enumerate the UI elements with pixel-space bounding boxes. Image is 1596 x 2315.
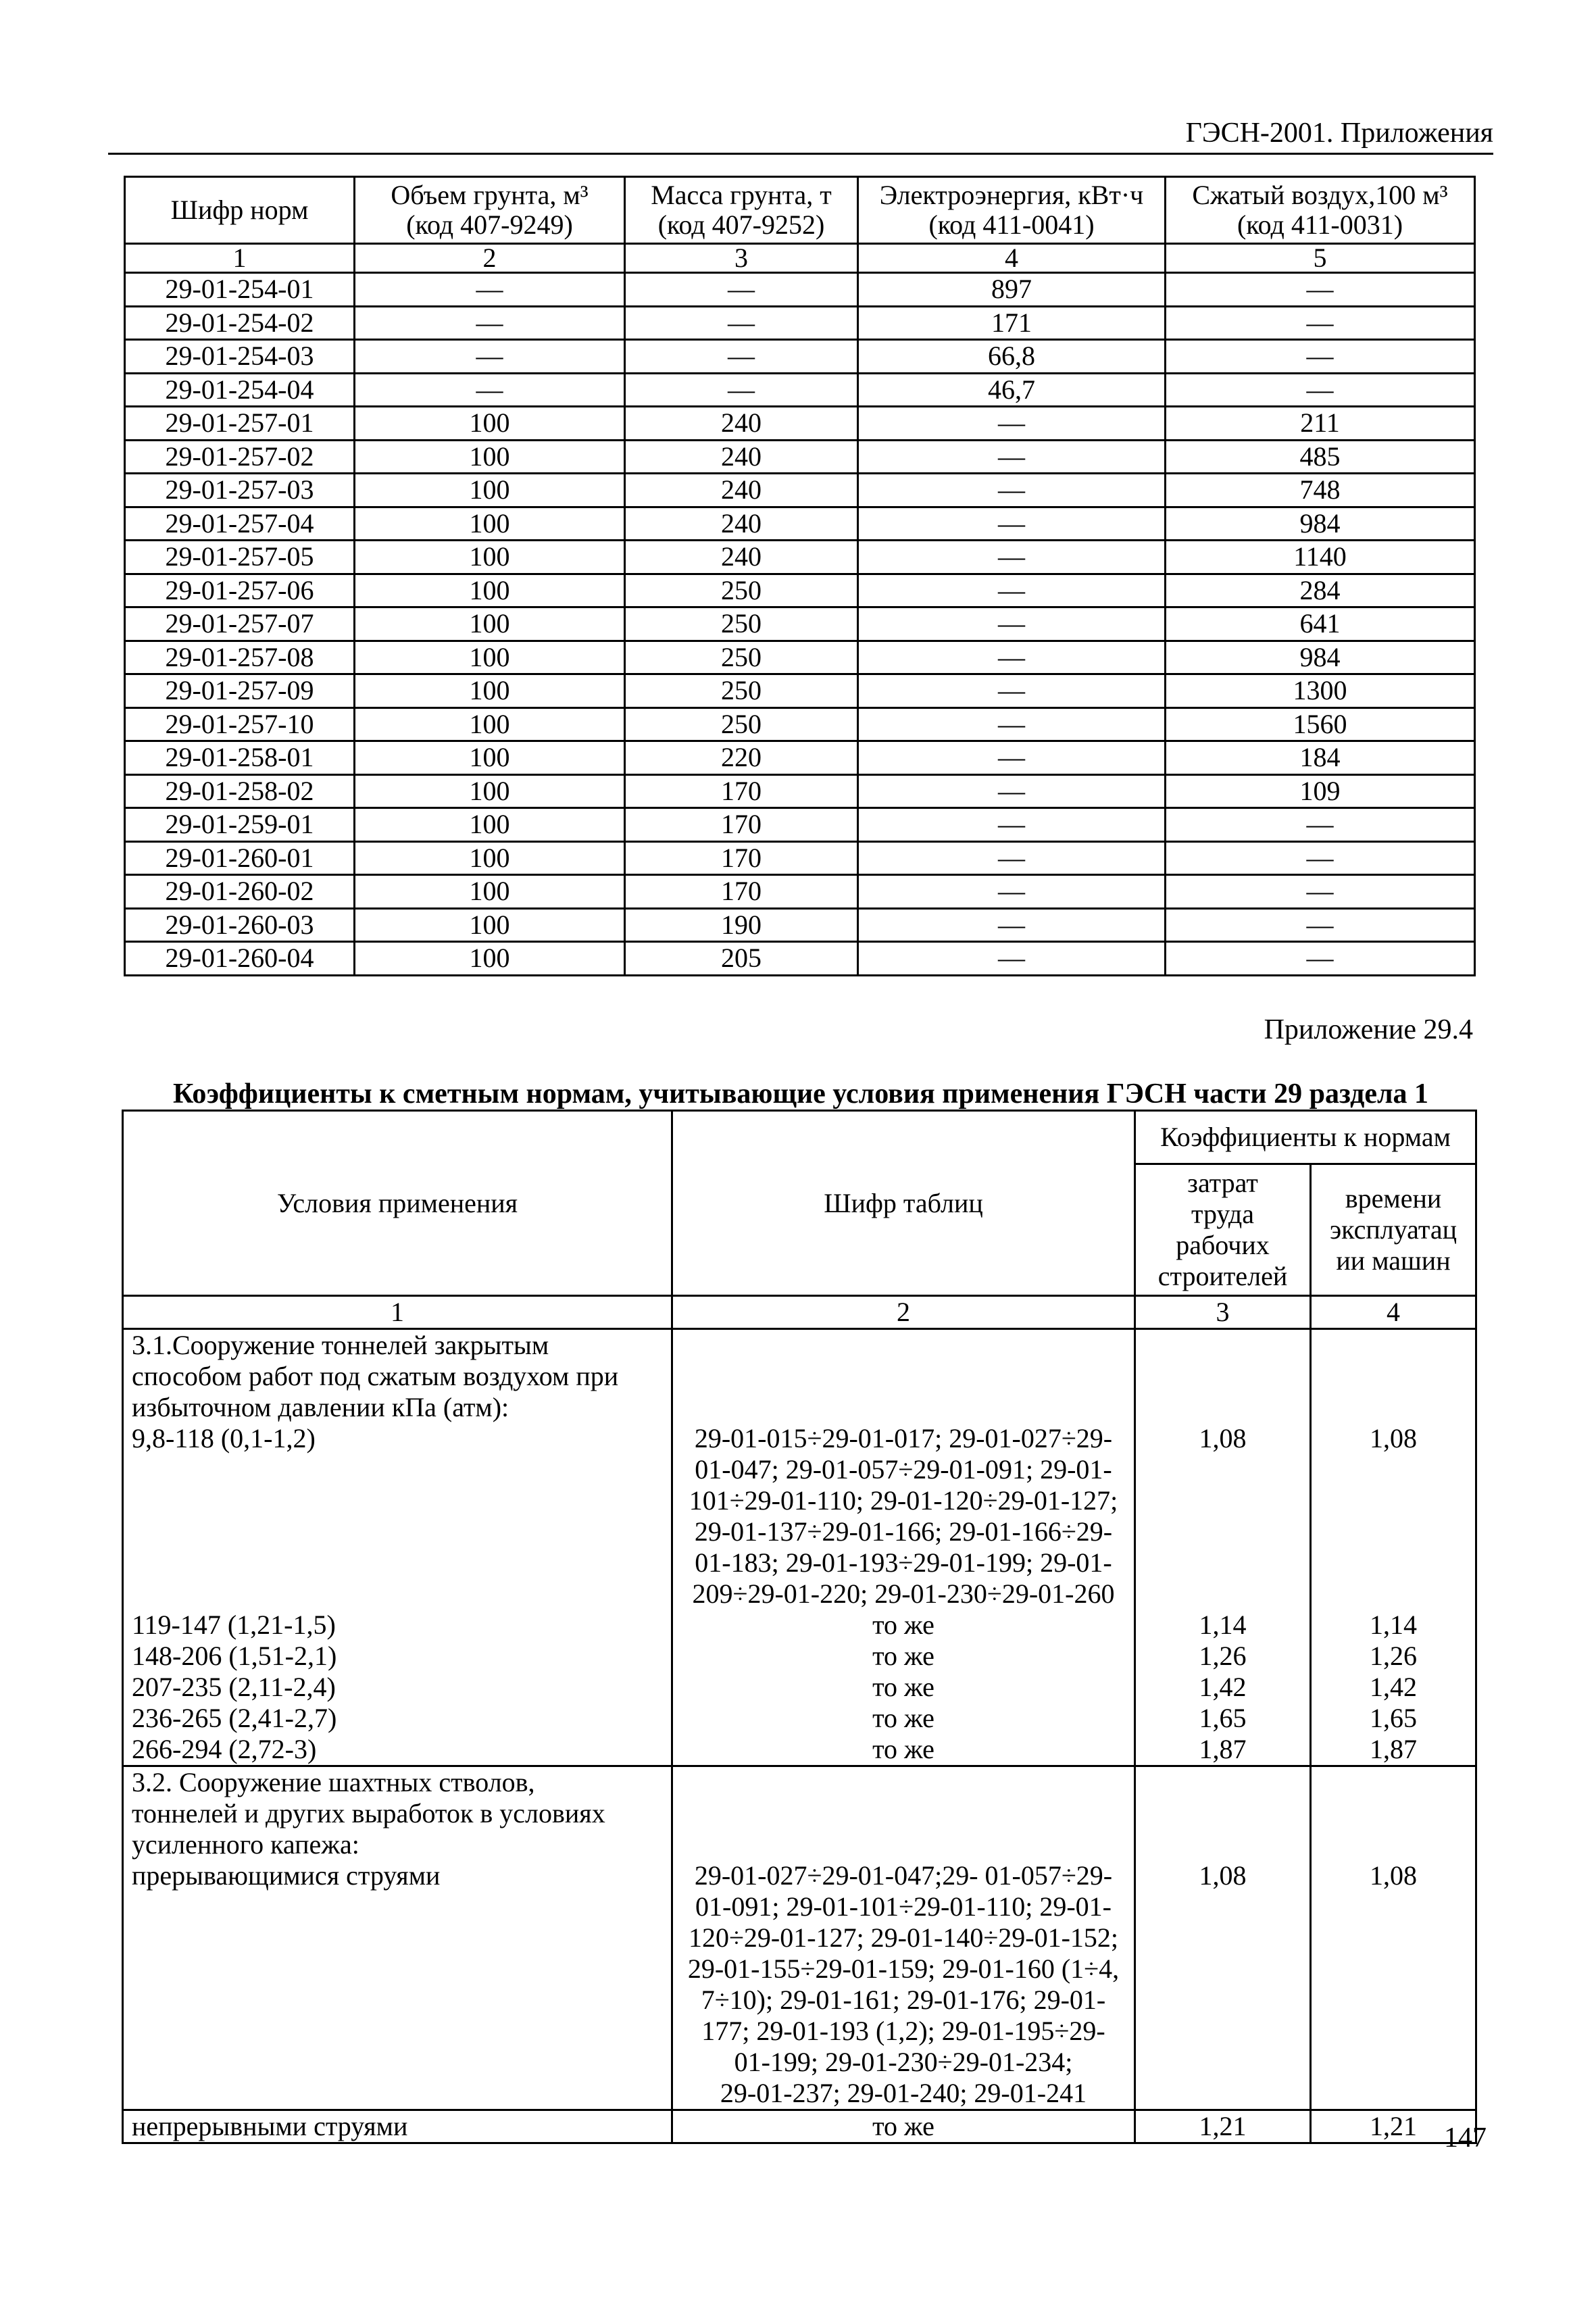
table-cell: 641	[1166, 607, 1475, 641]
text-line: 1,08	[1199, 1423, 1247, 1453]
text-line: 29-01-015÷29-01-017; 29-01-027÷29-	[694, 1423, 1113, 1453]
column-number: 3	[1135, 1296, 1311, 1329]
text-line: Шифр норм	[170, 195, 309, 225]
text-line: избыточном давлении кПа (атм):	[132, 1392, 509, 1422]
table-cell: 29-01-260-03	[125, 908, 355, 942]
section-3-2-labor	[1135, 1766, 1311, 2110]
table-cell: 171	[858, 306, 1166, 340]
table-cell: 170	[625, 808, 858, 842]
table-cell: 29-01-259-01	[125, 808, 355, 842]
table-row	[125, 273, 1475, 307]
text-line	[1312, 1578, 1475, 1610]
text-line: 209÷29-01-220; 29-01-230÷29-01-260	[692, 1578, 1115, 1609]
table-row	[125, 474, 1475, 507]
column-header	[355, 177, 625, 244]
table-cell: —	[858, 841, 1166, 875]
table-cell: 29-01-257-04	[125, 507, 355, 541]
table-cell: 220	[625, 741, 858, 775]
text-line: то же	[872, 1703, 934, 1733]
table-row	[125, 340, 1475, 374]
table-cell: —	[1166, 942, 1475, 976]
text-line: 7÷10); 29-01-161; 29-01-176; 29-01-	[701, 1985, 1106, 2015]
column-number-row	[125, 244, 1475, 273]
text-line	[132, 1454, 671, 1485]
table-cell: —	[858, 474, 1166, 507]
text-line: 1,42	[1199, 1672, 1247, 1702]
text-line	[1136, 1829, 1310, 1860]
section-3-1-row	[123, 1329, 1476, 1766]
table-cell: 250	[625, 707, 858, 741]
section-3-2-conditions	[123, 1766, 672, 2110]
section-3-1-labor	[1135, 1329, 1311, 1766]
text-line: 01-047; 29-01-057÷29-01-091; 29-01-	[695, 1454, 1112, 1485]
text-line: 1,14	[1370, 1610, 1417, 1640]
text-line	[1136, 1547, 1310, 1578]
text-line	[1312, 1485, 1475, 1516]
table-cell: 250	[625, 674, 858, 708]
table-cell: 984	[1166, 507, 1475, 541]
table-cell: —	[858, 507, 1166, 541]
text-line: 266-294 (2,72-3)	[132, 1734, 317, 1764]
table-cell: 29-01-260-04	[125, 942, 355, 976]
text-line: 177; 29-01-193 (1,2); 29-01-195÷29-	[701, 2016, 1105, 2046]
table-cell: 984	[1166, 641, 1475, 674]
text-line: 1,65	[1199, 1703, 1247, 1733]
section-3-1-machines	[1311, 1329, 1476, 1766]
table-cell: 240	[625, 474, 858, 507]
text-line: Электроэнергия, кВт·ч	[879, 180, 1144, 210]
table-row	[125, 541, 1475, 574]
column-number: 1	[123, 1296, 672, 1329]
text-line: то же	[872, 1610, 934, 1640]
text-line	[1136, 1516, 1310, 1547]
table-cell: —	[858, 607, 1166, 641]
section-3-2-row	[123, 1766, 1476, 2110]
column-number-row	[123, 1296, 1476, 1329]
header-labor	[1135, 1164, 1311, 1296]
text-line	[680, 1361, 1127, 1392]
table-cell: 250	[625, 641, 858, 674]
table-cell: 100	[355, 774, 625, 808]
table-cell: —	[1166, 273, 1475, 307]
table-cell: 205	[625, 942, 858, 976]
text-line	[1312, 1516, 1475, 1547]
text-line: Масса грунта, т	[651, 180, 832, 210]
text-line: 101÷29-01-110; 29-01-120÷29-01-127;	[689, 1485, 1118, 1516]
text-line: тоннелей и других выработок в условиях	[132, 1798, 605, 1828]
text-line: 1,26	[1199, 1641, 1247, 1671]
text-line: 1,08	[1370, 1423, 1417, 1453]
text-line	[1312, 1454, 1475, 1485]
table-cell: 100	[355, 741, 625, 775]
table-cell: —	[355, 340, 625, 374]
table-cell: 240	[625, 407, 858, 441]
text-line: рабочих	[1176, 1230, 1270, 1260]
table-cell: 1140	[1166, 541, 1475, 574]
text-line: 1,14	[1199, 1610, 1247, 1640]
table-cell: —	[858, 541, 1166, 574]
text-line: то же	[872, 1734, 934, 1764]
table-cell: 100	[355, 507, 625, 541]
table-cell: —	[858, 774, 1166, 808]
table-cell: 29-01-258-01	[125, 741, 355, 775]
table-cell: 748	[1166, 474, 1475, 507]
table-cell: —	[355, 306, 625, 340]
table-cell: —	[858, 440, 1166, 474]
text-line: 01-199; 29-01-230÷29-01-234;	[734, 2047, 1073, 2077]
table-cell: —	[858, 407, 1166, 441]
table-cell: —	[858, 741, 1166, 775]
appendix-label: Приложение 29.4	[1264, 1014, 1473, 1045]
text-line: 119-147 (1,21-1,5)	[132, 1610, 336, 1640]
column-header	[858, 177, 1166, 244]
text-line: прерывающимися струями	[132, 1860, 441, 1891]
table-cell: —	[858, 908, 1166, 942]
table-cell: —	[858, 641, 1166, 674]
table-cell: 170	[625, 841, 858, 875]
table-cell: 100	[355, 875, 625, 909]
text-line	[680, 1829, 1127, 1860]
header-machines	[1311, 1164, 1476, 1296]
table-cell: 29-01-260-02	[125, 875, 355, 909]
text-line	[1136, 1330, 1310, 1361]
text-line	[1312, 1829, 1475, 1860]
table-cell: 897	[858, 273, 1166, 307]
text-line: 1,08	[1370, 1860, 1417, 1891]
section-3-2-tables	[672, 1766, 1135, 2110]
table-cell: —	[858, 674, 1166, 708]
text-line: 3.2. Сооружение шахтных стволов,	[132, 1767, 535, 1797]
text-line	[680, 1330, 1127, 1361]
text-line: (код 411-0031)	[1237, 209, 1403, 240]
text-line: 236-265 (2,41-2,7)	[132, 1703, 337, 1733]
table-cell: 29-01-257-08	[125, 641, 355, 674]
text-line	[132, 1547, 671, 1578]
table-cell: 100	[355, 707, 625, 741]
text-line: труда	[1191, 1199, 1255, 1229]
table-cell: —	[1166, 808, 1475, 842]
table-cell: —	[858, 574, 1166, 607]
text-line	[1136, 1454, 1310, 1485]
text-line	[1136, 1578, 1310, 1610]
table-row	[125, 841, 1475, 875]
text-line	[1312, 1330, 1475, 1361]
table-row	[125, 641, 1475, 674]
text-line: 9,8-118 (0,1-1,2)	[132, 1423, 316, 1453]
table-cell: 29-01-257-02	[125, 440, 355, 474]
text-line	[132, 1485, 671, 1516]
text-line: (код 411-0041)	[928, 209, 1095, 240]
table-cell: 100	[355, 674, 625, 708]
section-3-2-machines	[1311, 1766, 1476, 2110]
table-cell: 100	[355, 841, 625, 875]
table-cell: 100	[355, 541, 625, 574]
header-row	[125, 177, 1475, 244]
table-cell: —	[858, 808, 1166, 842]
table-cell: —	[1166, 373, 1475, 407]
text-line	[132, 1516, 671, 1547]
text-line	[1312, 1767, 1475, 1798]
text-line	[1312, 1547, 1475, 1578]
text-line	[680, 1392, 1127, 1423]
text-line: 1,87	[1199, 1734, 1247, 1764]
table-cell: —	[625, 340, 858, 374]
table-cell: 29-01-257-03	[125, 474, 355, 507]
text-line: 207-235 (2,11-2,4)	[132, 1672, 336, 1702]
text-line	[1136, 1767, 1310, 1798]
text-line: усиленного капежа:	[132, 1829, 359, 1860]
column-header	[125, 177, 355, 244]
text-line: 29-01-237; 29-01-240; 29-01-241	[720, 2078, 1087, 2108]
text-line: 3.1.Сооружение тоннелей закрытым	[132, 1330, 549, 1360]
last-row-tables: то же	[672, 2110, 1135, 2143]
column-number: 5	[1166, 244, 1475, 273]
section-3-1-tables	[672, 1329, 1135, 1766]
column-header	[1166, 177, 1475, 244]
table-row	[125, 908, 1475, 942]
coefficients-table	[122, 1110, 1477, 2144]
text-line: 29-01-137÷29-01-166; 29-01-166÷29-	[694, 1516, 1113, 1547]
column-number: 3	[625, 244, 858, 273]
table-cell: —	[1166, 340, 1475, 374]
table-row	[125, 707, 1475, 741]
text-line	[1136, 1798, 1310, 1829]
table-row	[125, 507, 1475, 541]
table-cell: 100	[355, 808, 625, 842]
table-cell: —	[858, 942, 1166, 976]
table-cell: 29-01-254-04	[125, 373, 355, 407]
table-cell: —	[625, 306, 858, 340]
text-line	[132, 1578, 671, 1610]
table-cell: 29-01-257-06	[125, 574, 355, 607]
table-row	[125, 808, 1475, 842]
column-number: 4	[1311, 1296, 1476, 1329]
last-row-labor: 1,21	[1135, 2110, 1311, 2143]
header-tables: Шифр таблиц	[672, 1111, 1135, 1296]
table-row	[125, 607, 1475, 641]
table-row	[125, 407, 1475, 441]
text-line: 1,42	[1370, 1672, 1417, 1702]
last-row-condition: непрерывными струями	[123, 2110, 672, 2143]
section-3-1-conditions	[123, 1329, 672, 1766]
text-line: 120÷29-01-127; 29-01-140÷29-01-152;	[688, 1922, 1119, 1953]
table-cell: 29-01-260-01	[125, 841, 355, 875]
table-cell: 109	[1166, 774, 1475, 808]
column-number: 1	[125, 244, 355, 273]
text-line: 01-183; 29-01-193÷29-01-199; 29-01-	[695, 1547, 1112, 1578]
text-line	[680, 1798, 1127, 1829]
table-row	[125, 306, 1475, 340]
text-line: 01-091; 29-01-101÷29-01-110; 29-01-	[695, 1891, 1112, 1922]
table-cell: —	[1166, 841, 1475, 875]
table-cell: 100	[355, 908, 625, 942]
column-number: 2	[355, 244, 625, 273]
column-number: 2	[672, 1296, 1135, 1329]
table-cell: 250	[625, 574, 858, 607]
table-cell: 100	[355, 942, 625, 976]
table-cell: —	[355, 273, 625, 307]
text-line: 1,87	[1370, 1734, 1417, 1764]
table-cell: 190	[625, 908, 858, 942]
text-line: то же	[872, 1641, 934, 1671]
table-cell: —	[1166, 306, 1475, 340]
text-line: способом работ под сжатым воздухом при	[132, 1361, 619, 1391]
text-line: 29-01-027÷29-01-047;29- 01-057÷29-	[694, 1860, 1113, 1891]
table-cell: 100	[355, 407, 625, 441]
table-cell: 29-01-257-10	[125, 707, 355, 741]
table-row	[125, 674, 1475, 708]
last-row	[123, 2110, 1476, 2143]
table-cell: —	[1166, 875, 1475, 909]
resources-table	[124, 176, 1476, 976]
table-row	[125, 373, 1475, 407]
table-cell: 100	[355, 474, 625, 507]
table-cell: 485	[1166, 440, 1475, 474]
table-cell: 29-01-257-01	[125, 407, 355, 441]
table-cell: 250	[625, 607, 858, 641]
table-title: Коэффициенты к сметным нормам, учитывающие условия применения ГЭСН части 29 раздела 1	[172, 1078, 1429, 1110]
table-row	[125, 440, 1475, 474]
text-line: 29-01-155÷29-01-159; 29-01-160 (1÷4,	[687, 1953, 1120, 1984]
text-line: 1,65	[1370, 1703, 1417, 1733]
table-cell: 184	[1166, 741, 1475, 775]
table-cell: 29-01-254-01	[125, 273, 355, 307]
text-line: 1,26	[1370, 1641, 1417, 1671]
table-row	[125, 875, 1475, 909]
text-line: (код 407-9249)	[406, 209, 573, 240]
table-cell: 1560	[1166, 707, 1475, 741]
table-cell: 100	[355, 574, 625, 607]
text-line	[680, 1767, 1127, 1798]
table-cell: 100	[355, 440, 625, 474]
table-cell: 240	[625, 507, 858, 541]
text-line: 1,08	[1199, 1860, 1247, 1891]
text-line	[1312, 1392, 1475, 1423]
text-line: (код 407-9252)	[657, 209, 825, 240]
text-line	[1136, 1392, 1310, 1423]
table-cell: 240	[625, 440, 858, 474]
table-cell: —	[858, 875, 1166, 909]
table-cell: —	[858, 707, 1166, 741]
text-line: затрат	[1187, 1168, 1258, 1198]
table-cell: 29-01-254-03	[125, 340, 355, 374]
text-line	[1136, 1485, 1310, 1516]
table-cell: —	[625, 373, 858, 407]
table-row	[125, 774, 1475, 808]
header-conditions: Условия применения	[123, 1111, 672, 1296]
table-cell: 46,7	[858, 373, 1166, 407]
text-line	[1312, 1361, 1475, 1392]
table-cell: 100	[355, 607, 625, 641]
text-line	[1312, 1798, 1475, 1829]
table-cell: —	[1166, 908, 1475, 942]
table-cell: 29-01-257-09	[125, 674, 355, 708]
table-cell: 100	[355, 641, 625, 674]
table-cell: 29-01-257-05	[125, 541, 355, 574]
table-row	[125, 741, 1475, 775]
table-cell: —	[355, 373, 625, 407]
text-line: то же	[872, 1672, 934, 1702]
table-row	[125, 942, 1475, 976]
column-header	[625, 177, 858, 244]
table-cell: 29-01-258-02	[125, 774, 355, 808]
table-row	[125, 574, 1475, 607]
table-cell: 66,8	[858, 340, 1166, 374]
text-line: времени	[1345, 1183, 1442, 1214]
text-line	[1136, 1361, 1310, 1392]
text-line: Объем грунта, м³	[391, 180, 589, 210]
table-cell: 170	[625, 774, 858, 808]
table-cell: 211	[1166, 407, 1475, 441]
text-line: Сжатый воздух,100 м³	[1192, 180, 1448, 210]
table-cell: 1300	[1166, 674, 1475, 708]
table-cell: 29-01-257-07	[125, 607, 355, 641]
header-coefficients: Коэффициенты к нормам	[1135, 1111, 1476, 1164]
text-line: строителей	[1157, 1261, 1288, 1291]
table-cell: 29-01-254-02	[125, 306, 355, 340]
table-cell: 240	[625, 541, 858, 574]
text-line: ии машин	[1336, 1245, 1451, 1276]
column-number: 4	[858, 244, 1166, 273]
running-header: ГЭСН-2001. Приложения	[108, 114, 1493, 155]
text-line: эксплуатац	[1329, 1214, 1457, 1245]
last-row-machines: 1,21	[1311, 2110, 1476, 2143]
table-cell: 284	[1166, 574, 1475, 607]
table-cell: 170	[625, 875, 858, 909]
text-line: 148-206 (1,51-2,1)	[132, 1641, 337, 1671]
table-cell: —	[625, 273, 858, 307]
page-number: 147	[1444, 2122, 1487, 2154]
